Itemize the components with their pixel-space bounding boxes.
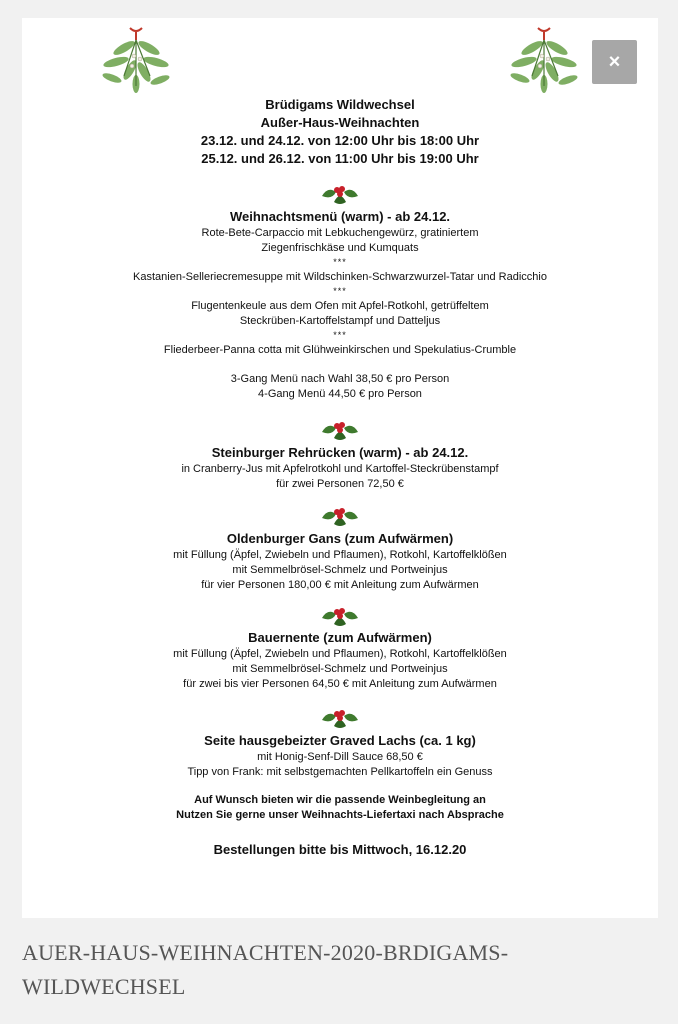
venison-title: Steinburger Rehrücken (warm) - ab 24.12. [211,445,469,460]
wine-note: Auf Wunsch bieten wir die passende Weinbegleitung an [194,794,486,806]
course-separator: *** [333,330,347,340]
mistletoe-left-icon [94,26,178,96]
course-3-line-2: Steckrüben-Kartoffelstampf und Datteljus [239,315,441,327]
course-2-line: Kastanien-Selleriecremesuppe mit Wildschinken-Schwarzwurzel-Tatar und Radicchio [133,271,547,283]
goose-title: Oldenburger Gans (zum Aufwärmen) [226,531,454,546]
salmon-line-1: mit Honig-Senf-Dill Sauce 68,50 € [257,751,423,763]
goose-line-2: mit Semmelbrösel-Schmelz und Portweinjus [232,564,448,576]
goose-line-3: für vier Personen 180,00 € mit Anleitung zum Aufwärmen [201,579,479,591]
holly-icon [320,706,360,730]
holly-icon [320,418,360,442]
course-1-line-2: Ziegenfrischkäse und Kumquats [261,242,419,254]
holly-icon [320,504,360,528]
hours-line-2: 25.12. und 26.12. von 11:00 Uhr bis 19:00 Uhr [201,151,479,166]
salmon-line-2: Tipp von Frank: mit selbstgemachten Pellkartoffeln ein Genuss [187,766,493,778]
hours-line-1: 23.12. und 24.12. von 12:00 Uhr bis 18:00 Uhr [200,133,480,148]
duck-line-2: mit Semmelbrösel-Schmelz und Portweinjus [232,663,448,675]
course-1-line-1: Rote-Bete-Carpaccio mit Lebkuchengewürz, gratiniertem [201,227,479,239]
price-4-course: 4-Gang Menü 44,50 € pro Person [258,388,422,400]
venison-section [22,444,658,492]
goose-section [22,530,658,593]
salmon-section [22,732,658,780]
course-separator: *** [333,286,347,296]
holly-icon [320,604,360,628]
venison-line-2: für zwei Personen 72,50 € [276,478,404,490]
price-3-course: 3-Gang Menü nach Wahl 38,50 € pro Person [230,373,450,385]
duck-title: Bauernente (zum Aufwärmen) [248,630,432,645]
duck-line-1: mit Füllung (Äpfel, Zwiebeln und Pflaumen), Rotkohl, Kartoffelklößen [173,648,507,660]
course-separator: *** [333,257,347,267]
xmas-menu-section [22,208,658,402]
salmon-title: Seite hausgebeizter Graved Lachs (ca. 1 kg) [204,733,476,748]
menu-image [22,18,658,918]
venison-line-1: in Cranberry-Jus mit Apfelrotkohl und Kartoffel-Steckrübenstampf [181,463,499,475]
close-button[interactable]: × [592,40,637,84]
mistletoe-right-icon [502,26,586,96]
course-3-line-1: Flugentenkeule aus dem Ofen mit Apfel-Rotkohl, getrüffeltem [191,300,489,312]
delivery-note: Nutzen Sie gerne unser Weihnachts-Liefertaxi nach Absprache [176,809,504,821]
goose-line-1: mit Füllung (Äpfel, Zwiebeln und Pflaumen), Rotkohl, Kartoffelklößen [173,549,507,561]
xmas-menu-title: Weihnachtsmenü (warm) - ab 24.12. [229,209,451,224]
service-notes [22,793,658,823]
order-deadline: Bestellungen bitte bis Mittwoch, 16.12.20 [213,842,467,857]
duck-line-3: für zwei bis vier Personen 64,50 € mit Anleitung zum Aufwärmen [183,678,497,690]
menu-header [22,96,658,168]
duck-section [22,629,658,692]
course-4-line: Fliederbeer-Panna cotta mit Glühweinkirschen und Spekulatius-Crumble [163,344,517,356]
image-caption: AUER-HAUS-WEIHNACHTEN-2020-BRDIGAMS-WILDWECHSEL [22,940,509,999]
event-title: Außer-Haus-Weihnachten [260,115,420,130]
restaurant-name: Brüdigams Wildwechsel [265,97,415,112]
holly-icon [320,182,360,206]
